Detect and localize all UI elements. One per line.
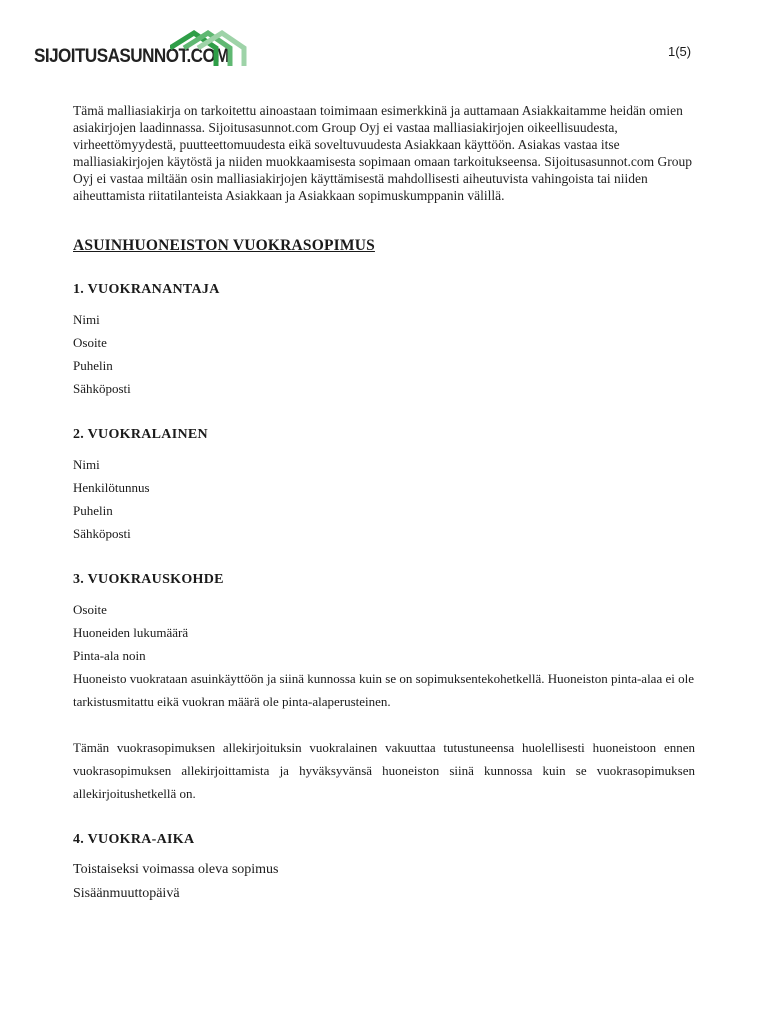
field-label-move-in-date: Sisäänmuuttopäivä: [73, 886, 180, 901]
document-body: [73, 102, 695, 906]
section-landlord: [73, 282, 695, 400]
field-label-name: Nimi: [73, 457, 100, 472]
section-heading: 1. VUOKRANANTAJA: [73, 282, 220, 297]
field-label-address: Osoite: [73, 335, 107, 350]
section-tenant: [73, 427, 695, 545]
disclaimer-paragraph: Tämä malliasiakirja on tarkoitettu ainoastaan toimimaan esimerkkinä ja auttamaan Asiakkaitamme heidän omien asiakirjojen laadinnassa. Sijoitusasunnot.com Group Oyj ei vastaa malliasiakirjojen oikeellisuudesta, virheettömyydestä, puutteettomuudesta eikä soveltuvuudesta Asiakkaan käyttöön. Asiakas vastaa itse malliasiakirjojen käytöstä ja niiden muokkaamisesta sopimaan omaan tarkoitukseensa. Sijoitusasunnot.com Group Oyj ei vastaa miltään osin malliasiakirjojen käyttämisestä mahdollisesti aiheutuvista vahingoista tai niiden aiheuttamista riitatilanteista Asiakkaan ja Asiakkaan sopimuskumppanin välillä.: [73, 103, 692, 203]
tenant-inspection-paragraph: Tämän vuokrasopimuksen allekirjoituksin vuokralainen vakuuttaa tutustuneensa huolellisesti huoneistoon ennen vuokrasopimuksen allekirjoittamista ja hyväksyvänsä huoneiston siinä kunnossa kuin se vuokrasopimuksen allekirjoitushetkellä on.: [73, 740, 695, 801]
field-label-area: Pinta-ala noin: [73, 648, 146, 663]
house-roof-icon: [170, 28, 250, 70]
section-heading: 2. VUOKRALAINEN: [73, 427, 208, 442]
property-condition-paragraph: Huoneisto vuokrataan asuinkäyttöön ja siinä kunnossa kuin se on sopimuksentekohetkellä. Huoneiston pinta-alaa ei ole tarkistusmitattu eikä vuokran määrä ole pinta-alaperusteinen.: [73, 671, 694, 709]
section-heading: 3. VUOKRAUSKOHDE: [73, 572, 224, 587]
field-label-indefinite-contract: Toistaiseksi voimassa oleva sopimus: [73, 862, 279, 877]
field-label-phone: Puhelin: [73, 503, 113, 518]
section-property: [73, 572, 695, 805]
field-label-personal-id: Henkilötunnus: [73, 480, 150, 495]
section-heading: 4. VUOKRA-AIKA: [73, 832, 195, 847]
document-title: ASUINHUONEISTON VUOKRASOPIMUS: [73, 237, 375, 254]
page-number: 1(5): [668, 44, 692, 59]
field-label-name: Nimi: [73, 312, 100, 327]
logo-text: SIJOITUSASUNNOT.COM: [34, 46, 229, 67]
field-label-phone: Puhelin: [73, 358, 113, 373]
field-label-email: Sähköposti: [73, 526, 131, 541]
field-label-email: Sähköposti: [73, 381, 131, 396]
field-label-address: Osoite: [73, 602, 107, 617]
section-term: [73, 832, 695, 906]
field-label-room-count: Huoneiden lukumäärä: [73, 625, 189, 640]
company-logo: [34, 28, 250, 72]
